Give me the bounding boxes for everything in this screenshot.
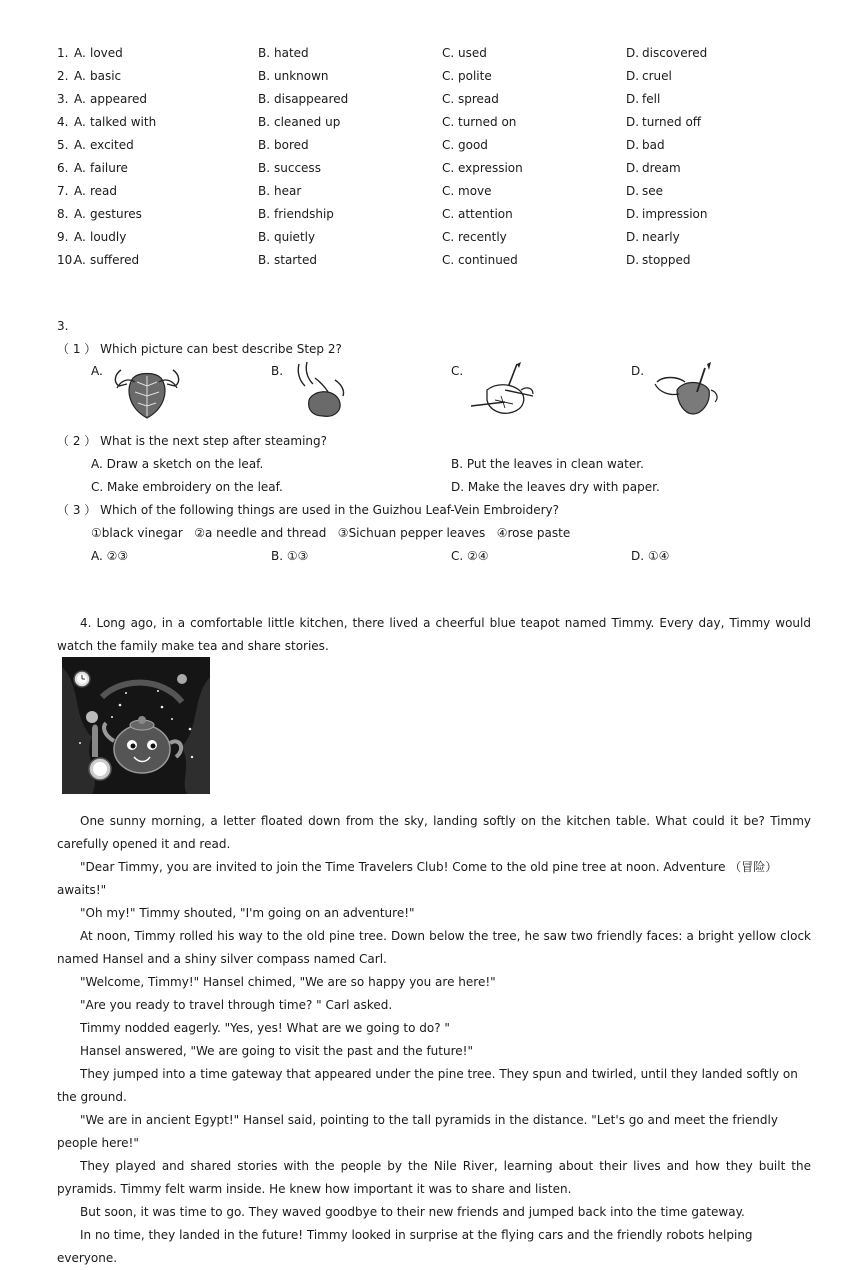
option-b[interactable]	[258, 45, 309, 61]
option-letter: B.	[258, 184, 271, 198]
option-letter: A.	[74, 230, 86, 244]
option-letter: B.	[258, 253, 271, 267]
option-letter: B.	[258, 138, 271, 152]
option-a[interactable]	[74, 160, 128, 176]
option-d[interactable]	[626, 160, 681, 176]
option-text: appeared	[90, 92, 147, 106]
sub-question-3-text: Which of the following things are used in the Guizhou Leaf-Vein Embroidery?	[100, 503, 560, 517]
option-text: turned on	[458, 115, 517, 129]
option-b[interactable]	[258, 114, 340, 130]
option-a[interactable]	[74, 68, 121, 84]
question-row	[57, 183, 817, 206]
question-number: 6.	[57, 161, 69, 175]
option-text: expression	[458, 161, 523, 175]
story-paragraph-2: One sunny morning, a letter floated down from the sky, landing softly on the kitchen table. What could it be? Timmy carefully opened it and read.	[57, 814, 811, 851]
story-paragraph-6: "Welcome, Timmy!" Hansel chimed, "We are so happy you are here!"	[80, 975, 496, 989]
option-text: stopped	[642, 253, 691, 267]
question-number: 3.	[57, 92, 69, 106]
hands-crumpling-leaf-image	[287, 360, 357, 424]
option-c[interactable]	[442, 160, 523, 176]
sub-question-3-items: ①black vinegar ②a needle and thread ③Sichuan pepper leaves ④rose paste	[91, 526, 571, 540]
option-letter: A.	[74, 46, 86, 60]
question-number: 10.	[57, 253, 77, 267]
option-text: bored	[274, 138, 309, 152]
option-text: talked with	[90, 115, 157, 129]
story-paragraph-14: In no time, they landed in the future! Timmy looked in surprise at the flying cars and the friendly robots helping everyone.	[57, 1228, 753, 1265]
option-a[interactable]	[74, 183, 117, 199]
option-letter: D.	[626, 115, 640, 129]
sub-question-2-option-c[interactable]: C. Make embroidery on the leaf.	[91, 480, 283, 494]
option-d[interactable]	[626, 45, 707, 61]
option-letter: C.	[442, 161, 455, 175]
question-number: 4.	[57, 115, 69, 129]
option-letter: B.	[258, 115, 271, 129]
sub-question-2-option-b[interactable]: B. Put the leaves in clean water.	[451, 457, 644, 471]
option-letter: D.	[626, 184, 640, 198]
question-number: 7.	[57, 184, 69, 198]
option-d[interactable]	[626, 252, 691, 268]
option-letter: A.	[74, 184, 86, 198]
option-c[interactable]	[442, 137, 488, 153]
option-a[interactable]	[74, 252, 139, 268]
option-letter: A.	[74, 253, 86, 267]
option-a[interactable]	[74, 114, 156, 130]
sub-question-2-option-d[interactable]: D. Make the leaves dry with paper.	[451, 480, 660, 494]
option-b[interactable]	[258, 229, 315, 245]
sub-question-3-option-d[interactable]: D. ①④	[631, 549, 670, 563]
option-text: discovered	[642, 46, 708, 60]
option-text: gestures	[90, 207, 142, 221]
option-text: loudly	[90, 230, 127, 244]
option-text: nearly	[642, 230, 680, 244]
option-letter: D.	[626, 46, 640, 60]
sub-question-2	[57, 433, 327, 449]
picture-option-c-label: C.	[451, 364, 464, 378]
option-letter: B.	[258, 230, 271, 244]
sub-question-3-option-b[interactable]: B. ①③	[271, 549, 309, 563]
option-b[interactable]	[258, 183, 301, 199]
hand-with-bowl-and-brush-image	[647, 360, 727, 424]
option-letter: C.	[442, 138, 455, 152]
option-d[interactable]	[626, 114, 701, 130]
option-letter: C.	[442, 230, 455, 244]
question-row	[57, 91, 817, 114]
question-row	[57, 252, 817, 275]
option-text: dream	[642, 161, 681, 175]
sub-question-1-label: （ 1 ）	[57, 342, 97, 356]
option-b[interactable]	[258, 68, 329, 84]
question-number: 5.	[57, 138, 69, 152]
option-letter: B.	[258, 161, 271, 175]
story-paragraph-10: They jumped into a time gateway that appeared under the pine tree. They spun and twirled, until they landed softly on the ground.	[57, 1067, 798, 1104]
option-letter: C.	[442, 115, 455, 129]
option-c[interactable]	[442, 114, 516, 130]
sub-question-3-option-a[interactable]: A. ②③	[91, 549, 129, 563]
sub-question-3-label: （ 3 ）	[57, 503, 97, 517]
question-row	[57, 137, 817, 160]
story-paragraph-5: At noon, Timmy rolled his way to the old pine tree. Down below the tree, he saw two friendly faces: a bright yellow clock named Hansel and a shiny silver compass named Carl.	[57, 929, 811, 966]
option-text: started	[274, 253, 317, 267]
story-paragraph-8: Timmy nodded eagerly. "Yes, yes! What are we going to do? "	[80, 1021, 450, 1035]
sub-question-2-option-a[interactable]: A. Draw a sketch on the leaf.	[91, 457, 264, 471]
option-letter: B.	[258, 46, 271, 60]
option-letter: A.	[74, 92, 86, 106]
option-text: turned off	[642, 115, 702, 129]
option-text: success	[274, 161, 321, 175]
option-c[interactable]	[442, 252, 518, 268]
picture-option-d-label: D.	[631, 364, 645, 378]
option-text: failure	[90, 161, 128, 175]
question-row	[57, 68, 817, 91]
option-letter: B.	[258, 92, 271, 106]
question-row	[57, 45, 817, 68]
leaf-under-brush-image	[467, 360, 551, 424]
picture-option-a-label: A.	[91, 364, 103, 378]
option-b[interactable]	[258, 206, 334, 222]
option-letter: D.	[626, 138, 640, 152]
option-letter: C.	[442, 184, 455, 198]
option-letter: D.	[626, 92, 640, 106]
question-number: 8.	[57, 207, 69, 221]
option-text: fell	[642, 92, 661, 106]
sub-question-3	[57, 502, 559, 518]
option-letter: A.	[74, 115, 86, 129]
hands-holding-leaf-image	[107, 360, 187, 424]
question-row	[57, 206, 817, 229]
option-letter: D.	[626, 230, 640, 244]
option-letter: D.	[626, 253, 640, 267]
option-d[interactable]	[626, 91, 660, 107]
option-text: excited	[90, 138, 134, 152]
option-c[interactable]	[442, 68, 492, 84]
story-paragraph-11: "We are in ancient Egypt!" Hansel said, pointing to the tall pyramids in the distance. "Let's go and meet the friendly people here!"	[57, 1113, 778, 1150]
question-row	[57, 114, 817, 137]
option-text: move	[458, 184, 492, 198]
option-text: read	[90, 184, 118, 198]
option-text: see	[642, 184, 664, 198]
option-text: disappeared	[274, 92, 349, 106]
option-a[interactable]	[74, 229, 126, 245]
option-letter: D.	[626, 161, 640, 175]
option-letter: C.	[442, 92, 455, 106]
story-paragraph-3: "Dear Timmy, you are invited to join the Time Travelers Club! Come to the old pine tree at noon. Adventure （冒险） awaits!"	[57, 860, 778, 897]
sub-question-1-text: Which picture can best describe Step 2?	[100, 342, 342, 356]
option-text: hated	[274, 46, 309, 60]
option-letter: A.	[74, 207, 86, 221]
option-text: cruel	[642, 69, 672, 83]
story-paragraph-9: Hansel answered, "We are going to visit the past and the future!"	[80, 1044, 473, 1058]
question-number: 2.	[57, 69, 69, 83]
option-text: basic	[90, 69, 122, 83]
sub-question-3-option-c[interactable]: C. ②④	[451, 549, 489, 563]
option-d[interactable]	[626, 229, 680, 245]
option-letter: C.	[442, 46, 455, 60]
option-c[interactable]	[442, 229, 507, 245]
option-text: attention	[458, 207, 513, 221]
option-b[interactable]	[258, 160, 321, 176]
option-c[interactable]	[442, 45, 487, 61]
question-row	[57, 160, 817, 183]
option-c[interactable]	[442, 91, 499, 107]
option-letter: A.	[74, 161, 86, 175]
option-letter: A.	[74, 138, 86, 152]
question-number: 9.	[57, 230, 69, 244]
question-row	[57, 229, 817, 252]
option-text: polite	[458, 69, 492, 83]
option-c[interactable]	[442, 183, 492, 199]
option-letter: C.	[442, 69, 455, 83]
sub-question-1	[57, 341, 342, 357]
question-number: 1.	[57, 46, 69, 60]
option-c[interactable]	[442, 206, 513, 222]
option-text: used	[458, 46, 487, 60]
story-paragraph-13: But soon, it was time to go. They waved goodbye to their new friends and jumped back into the time gateway.	[80, 1205, 745, 1219]
option-letter: B.	[258, 69, 271, 83]
option-d[interactable]	[626, 206, 707, 222]
sub-question-2-text: What is the next step after steaming?	[100, 434, 328, 448]
story-passage	[57, 612, 811, 1270]
option-b[interactable]	[258, 91, 348, 107]
option-a[interactable]	[74, 137, 134, 153]
option-text: recently	[458, 230, 507, 244]
story-paragraph-4: "Oh my!" Timmy shouted, "I'm going on an adventure!"	[80, 906, 415, 920]
option-a[interactable]	[74, 91, 147, 107]
multiple-choice-table	[57, 45, 817, 275]
option-text: cleaned up	[274, 115, 341, 129]
option-letter: A.	[74, 69, 86, 83]
option-letter: B.	[258, 207, 271, 221]
story-paragraph-12: They played and shared stories with the people by the Nile River, learning about their lives and how they built the pyramids. Timmy felt warm inside. He knew how important it was to share and listen.	[57, 1159, 811, 1196]
option-a[interactable]	[74, 45, 123, 61]
question-3-number: 3.	[57, 319, 69, 333]
option-text: unknown	[274, 69, 329, 83]
option-text: good	[458, 138, 488, 152]
option-letter: C.	[442, 207, 455, 221]
picture-option-b-label: B.	[271, 364, 284, 378]
option-d[interactable]	[626, 137, 665, 153]
story-paragraph-7: "Are you ready to travel through time? " Carl asked.	[80, 998, 393, 1012]
option-text: friendship	[274, 207, 334, 221]
option-letter: C.	[442, 253, 455, 267]
option-a[interactable]	[74, 206, 142, 222]
option-d[interactable]	[626, 68, 672, 84]
option-text: impression	[642, 207, 708, 221]
option-b[interactable]	[258, 137, 309, 153]
option-text: hear	[274, 184, 302, 198]
sub-question-2-label: （ 2 ）	[57, 434, 97, 448]
option-text: continued	[458, 253, 518, 267]
option-b[interactable]	[258, 252, 317, 268]
option-text: bad	[642, 138, 665, 152]
option-letter: D.	[626, 69, 640, 83]
option-d[interactable]	[626, 183, 663, 199]
option-text: spread	[458, 92, 499, 106]
option-text: loved	[90, 46, 123, 60]
story-paragraph-1: 4. Long ago, in a comfortable little kitchen, there lived a cheerful blue teapot named Timmy. Every day, Timmy would watch the family make tea and share stories.	[57, 616, 811, 653]
option-text: suffered	[90, 253, 140, 267]
option-letter: D.	[626, 207, 640, 221]
option-text: quietly	[274, 230, 316, 244]
